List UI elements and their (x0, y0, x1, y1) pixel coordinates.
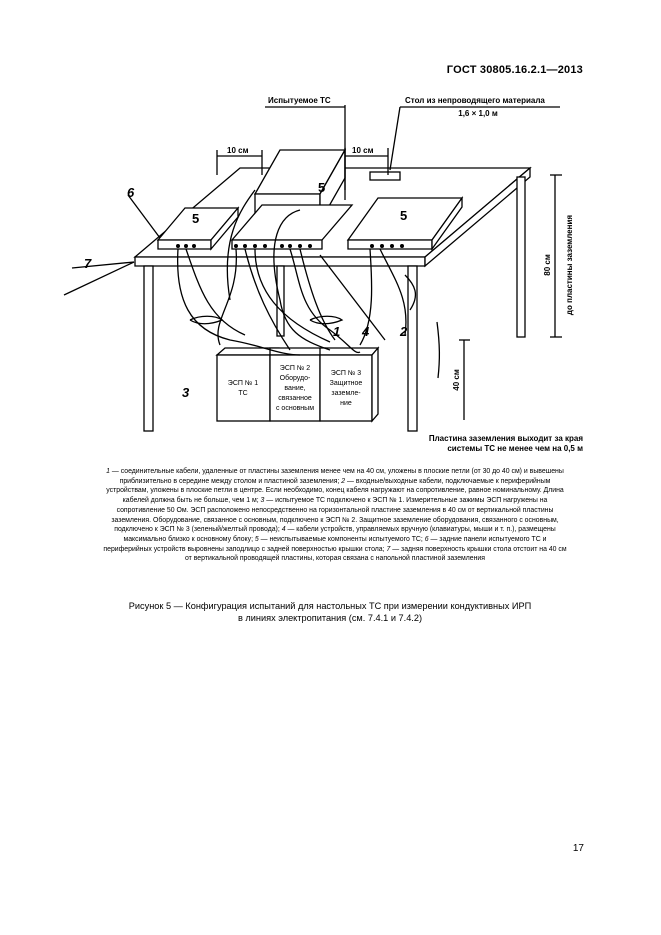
legend-num-2: 2 (341, 477, 346, 485)
marker-5-right: 5 (400, 208, 408, 223)
lisn-2-line-4: связанное (278, 395, 312, 402)
marker-1: 1 (333, 324, 341, 339)
label-table-size: 1,6 × 1,0 м (458, 109, 498, 118)
legend-text-4: кабели устройств, управляемых вручную (клавиатуры, мыши и т. п.), размещены максимально близко к основному блоку; (123, 526, 556, 543)
figure-legend: 1 — соединительные кабели, удаленные от пластины заземления менее чем на 40 см, уложены в плоские петли (от 30 до 40 см) и вывешены приблизительно в середине между столом и пластиной заземления; 2 — входные/выходные кабели, подключаемые к периферийным устройствам, уложены в плоские петли в центре. Если необходимо, конец кабеля нагружают на сопротивление, равное номинальному. Длина кабелей должна быть не больше, чем 1 м; 3 — испытуемое ТС подключено к ЭСП № 1. Измерительные зажимы ЭСП нагружены на сопротивление 50 Ом. ЭСП расположено непосредственно на горизонтальной пластине заземления в 40 см от вертикальной пластины заземления. Оборудование, связанное с основным, подключено к ЭСП № 2. Защитное заземление оборудования, связанного с основным, подключено к ЭСП № 3 (зеленый/желтый провода); 4 — кабели устройств, управляемых вручную (клавиатуры, мыши и т. п.), размещены максимально близко к основному блоку; 5 — неиспытываемые компоненты испытуемого ТС; 6 — задние панели испытуемого ТС и периферийных устройств выровнены заподлицо с задней поверхностью крышки стола; 7 — задняя поверхность крышки стола отстоит на 40 см от вертикальной проводящей пластины, которая связана с напольной пластиной заземления (103, 468, 567, 563)
legend-text-1: соединительные кабели, удаленные от пластины заземления менее чем на 40 см, уложены в плоские петли (от 30 до 40 см) и вывешены приблизительно в середине между столом и пластиной заземления; (119, 468, 564, 485)
legend-text-6: задние панели испытуемого ТС и периферийных устройств выровнены заподлицо с задней поверхностью крышки стола; (103, 535, 547, 553)
marker-4: 4 (362, 324, 370, 339)
lisn-1 (217, 355, 270, 421)
marker-3: 3 (182, 385, 190, 400)
marker-5-center: 5 (318, 180, 326, 195)
label-dim-80cm: 80 см (543, 254, 552, 276)
label-plate-note-2: системы ТС не менее чем на 0,5 м (447, 444, 583, 453)
lisn-3-line-3: заземле- (331, 390, 361, 397)
label-dim-40cm: 40 см (452, 369, 461, 391)
figure-caption-line-1: Рисунок 5 — Конфигурация испытаний для настольных ТС при измерении кондуктивных ИРП (128, 601, 532, 611)
lisn-1-line-1: ЭСП № 1 (227, 380, 259, 387)
marker-6: 6 (127, 185, 135, 200)
lisn-3-line-2: Защитное (329, 380, 363, 387)
legend-num-1: 1 (106, 468, 111, 475)
standard-code: ГОСТ 30805.16.2.1—2013 (446, 64, 583, 76)
lisn-3-line-4: ние (340, 400, 352, 407)
legend-num-6: 6 (424, 535, 429, 543)
legend-num-3: 3 (260, 497, 265, 505)
legend-num-7: 7 (386, 545, 391, 553)
lisn-3 (320, 355, 372, 421)
lisn-2-line-2: Оборудо- (279, 375, 311, 382)
legend-text-7: задняя поверхность крышки стола отстоит на 40 см от вертикальной проводящей пластины, которая связана с напольной пластиной заземления (184, 545, 567, 563)
figure-caption-line-2: в линиях электропитания (см. 7.4.1 и 7.4.2) (237, 613, 423, 623)
table-edge (135, 257, 425, 266)
lisn-3-line-1: ЭСП № 3 (330, 370, 362, 377)
marker-7: 7 (84, 256, 92, 271)
lisn-2-line-1: ЭСП № 2 (279, 365, 311, 372)
legend-text-3: испытуемое ТС подключено к ЭСП № 1. Измерительные зажимы ЭСП нагружены на сопротивление 50 Ом. ЭСП расположено непосредственно на горизонтальной пластине заземления в 40 см от вертикальной пластины заземления. Оборудование, связанное с основным, подключено к ЭСП № 2. Защитное заземление оборудования, связанного с основным, подключено к ЭСП № 3 (зеленый/желтый провода); (111, 497, 559, 534)
marker-2: 2 (400, 324, 408, 339)
table-leg-front-left (144, 266, 153, 431)
legend-num-4: 4 (281, 526, 286, 534)
legend-num-5: 5 (254, 535, 259, 543)
label-dim-10cm-left: 10 см (227, 146, 249, 155)
figure-caption (60, 600, 600, 624)
marker-5-left: 5 (192, 211, 200, 226)
lisn-1-line-2: ТС (238, 390, 248, 397)
lisn-2-line-5: с основным (275, 405, 315, 412)
label-dim-10cm-right: 10 см (352, 146, 374, 155)
table-leg-back-right (517, 177, 525, 337)
page-number: 17 (572, 843, 584, 854)
label-table-material: Стол из непроводящего материала (405, 96, 545, 105)
label-dim-80cm-note: до пластины заземления (565, 214, 574, 316)
legend-text-2: входные/выходные кабели, подключаемые к периферийным устройствам, уложены в плоские петли в центре. Если необходимо, конец кабеля нагружают на сопротивление, равное номинальному. Длина кабелей должна быть не больше, чем 1 м; (106, 477, 564, 505)
legend-text-5: неиспытываемые компоненты испытуемого ТС; (269, 535, 423, 543)
lisn-2-line-3: вание, (284, 385, 306, 392)
label-tested-equipment: Испытуемое ТС (268, 96, 331, 105)
label-plate-note-1: Пластина заземления выходит за края (428, 434, 583, 443)
